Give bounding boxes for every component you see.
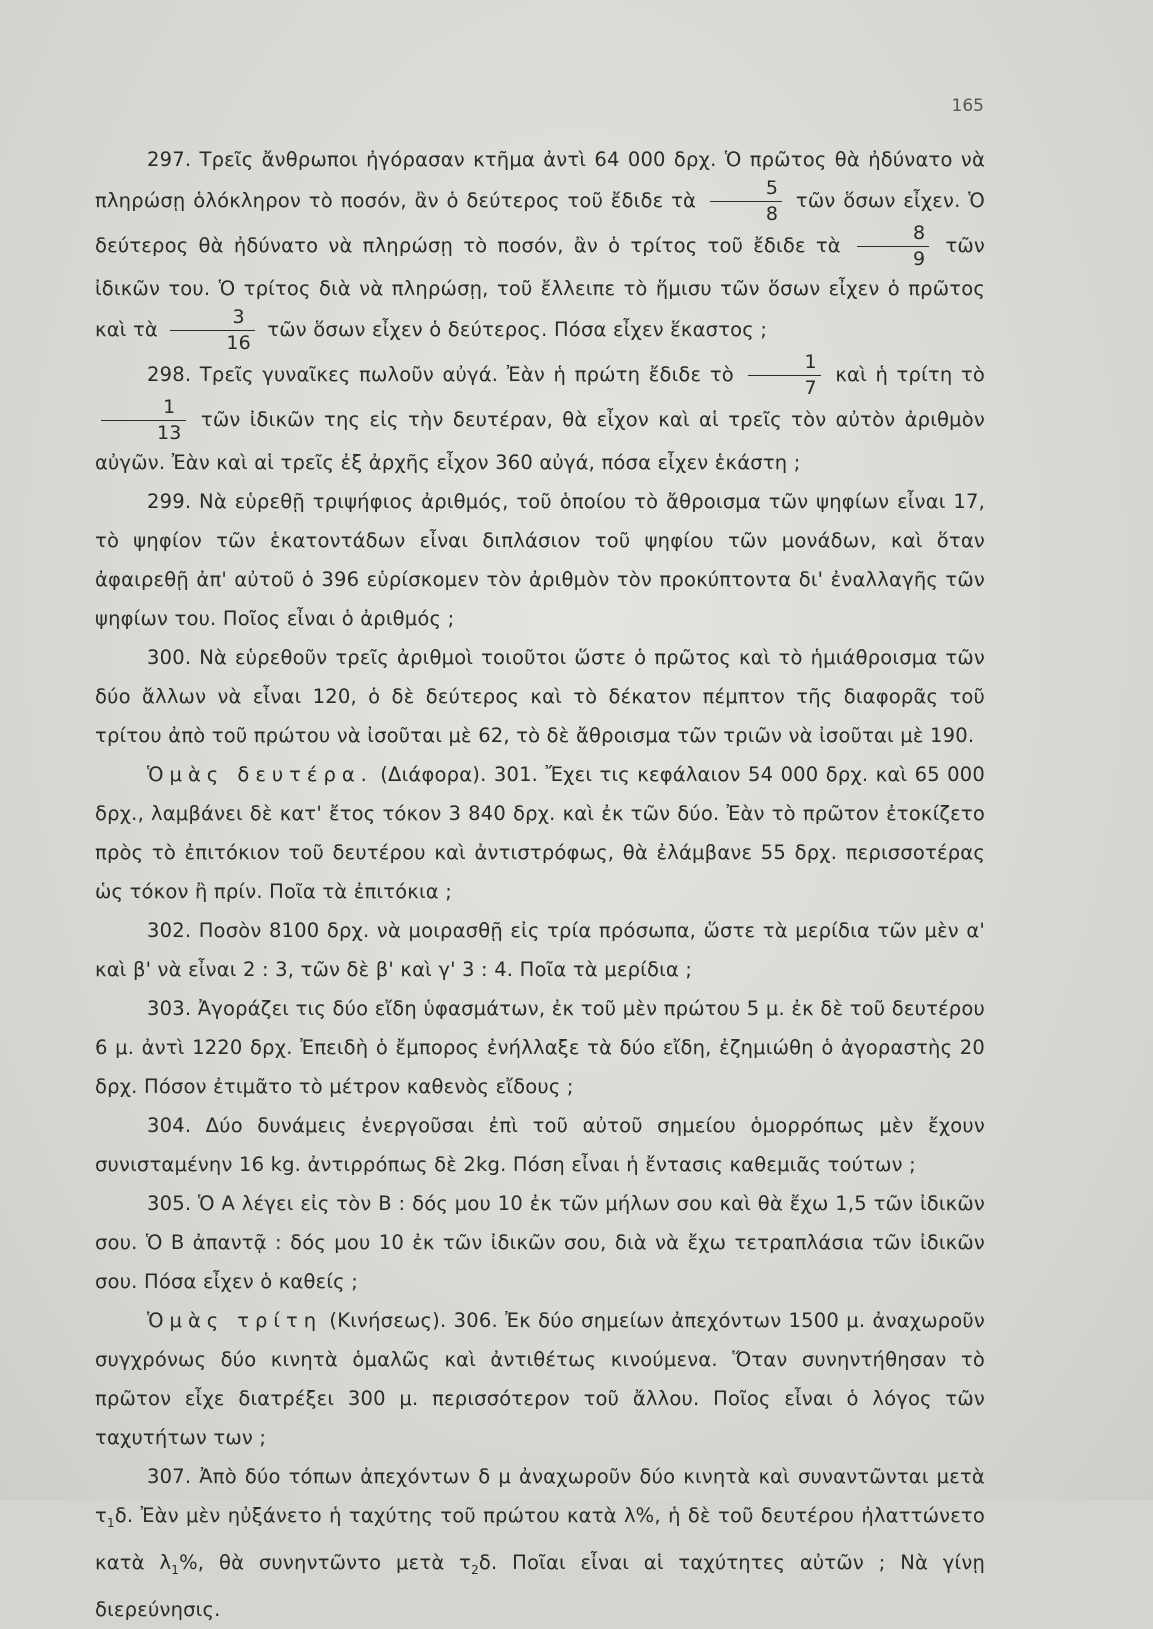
fraction-1-13: $\frac{1}{13}$ [101, 398, 186, 443]
problem-307: 307. Ἀπὸ δύο τόπων ἀπεχόντων δ μ ἀναχωροῦν δύο κινητὰ καὶ συναντῶνται μετὰ $\tau_1\delta$. Ἐὰν μὲν ηὐξάνετο ἡ ταχύτης τοῦ πρώτου κατὰ λ%, ἡ δὲ τοῦ δευτέρου ἠλαττώνετο κατὰ $\lambda_1\%$, θὰ συνηντῶντο μετὰ $\tau_2\delta$. Ποῖαι εἶναι αἱ ταχύτητες αὐτῶν ; Νὰ γίνῃ διερεύνησις. [95, 1465, 985, 1621]
group-3-subtitle: (Κινήσεως). [329, 1309, 447, 1332]
problem-306: 306. Ἐκ δύο σημείων ἀπεχόντων 1500 μ. ἀναχωροῦν συγχρόνως δύο κινητὰ ὁμαλῶς καὶ ἀντιθέτως κινούμενα. Ὅταν συνηντήθησαν τὸ πρῶτον εἶχε διατρέξει 300 μ. περισσότερον τοῦ ἄλλου. Ποῖος εἶναι ὁ λόγος τῶν ταχυτήτων των ; [95, 1309, 986, 1449]
fraction-5-8: $\frac{5}{8}$ [710, 179, 782, 224]
page-number: 165 [951, 96, 984, 116]
group-2-heading-and-problem-301 [95, 755, 985, 911]
group-2-subtitle: (Διάφορα). [380, 763, 487, 786]
problem-304: 304. Δύο δυνάμεις ἐνεργοῦσαι ἐπὶ τοῦ αὐτοῦ σημείου ὁμορρόπως μὲν ἔχουν συνισταμένην 16 kg. ἀντιρρόπως δὲ 2kg. Πόση εἶναι ἡ ἔντασις καθεμιᾶς τούτων ; [95, 1114, 985, 1176]
problem-300: 300. Νὰ εὑρεθοῦν τρεῖς ἀριθμοὶ τοιοῦτοι ὥστε ὁ πρῶτος καὶ τὸ ἡμιάθροισμα τῶν δύο ἄλλων νὰ εἶναι 120, ὁ δὲ δεύτερος καὶ τὸ δέκατον πέμπτον τῆς διαφορᾶς τοῦ τρίτου ἀπὸ τοῦ πρώτου νὰ ἰσοῦται μὲ 62, τὸ δὲ ἄθροισμα τῶν τριῶν νὰ ἰσοῦται μὲ 190. [95, 646, 985, 747]
fraction-3-16: $\frac{3}{16}$ [170, 308, 255, 353]
fraction-8-9: $\frac{8}{9}$ [857, 224, 929, 269]
problem-302: 302. Ποσὸν 8100 δρχ. νὰ μοιρασθῇ εἰς τρία πρόσωπα, ὥστε τὰ μερίδια τῶν μὲν α' καὶ β' νὰ εἶναι 2 : 3, τῶν δὲ β' καὶ γ' 3 : 4. Ποῖα τὰ μερίδια ; [95, 919, 985, 981]
group-3-heading-and-problem-306 [95, 1301, 985, 1457]
problem-299: 299. Νὰ εὑρεθῇ τριψήφιος ἀριθμός, τοῦ ὁποίου τὸ ἄθροισμα τῶν ψηφίων εἶναι 17, τὸ ψηφίον τῶν ἑκατοντάδων εἶναι διπλάσιον τοῦ ψηφίου τῶν μονάδων, καὶ ὅταν ἀφαιρεθῇ ἀπ' αὐτοῦ ὁ 396 εὑρίσκομεν τὸν ἀριθμὸν τὸν προκύπτοντα δι' ἐναλλαγῆς τῶν ψηφίων του. Ποῖος εἶναι ὁ ἀριθμός ; [95, 490, 985, 630]
problem-301: 301. Ἔχει τις κεφάλαιον 54 000 δρχ. καὶ 65 000 δρχ., λαμβάνει δὲ κατ' ἔτος τόκον 3 840 δρχ. καὶ ἐκ τῶν δύο. Ἐὰν τὸ πρῶτον ἐτοκίζετο πρὸς τὸ ἐπιτόκιον τοῦ δευτέρου καὶ ἀντιστρόφως, θὰ ἐλάμβανε 55 δρχ. περισσοτέρας ὡς τόκον ἢ πρίν. Ποῖα τὰ ἐπιτόκια ; [95, 763, 985, 903]
fraction-1-7: $\frac{1}{7}$ [748, 353, 820, 398]
problem-297: 297. Τρεῖς ἄνθρωποι ἠγόρασαν κτῆμα ἀντὶ 64 000 δρχ. Ὁ πρῶτος θὰ ἠδύνατο νὰ πληρώσῃ ὁλόκληρον τὸ ποσόν, ἂν ὁ δεύτερος τοῦ ἔδιδε τὰ $\frac{5}{8}$ τῶν ὅσων εἶχεν. Ὁ δεύτερος θὰ ἠδύνατο νὰ πληρώσῃ τὸ ποσόν, ἂν ὁ τρίτος τοῦ ἔδιδε τὰ $\frac{8}{9}$ τῶν ἰδικῶν του. Ὁ τρίτος διὰ νὰ πληρώσῃ, τοῦ ἔλλειπε τὸ ἥμισυ τῶν ὅσων εἶχεν ὁ πρῶτος καὶ τὰ $\frac{3}{16}$ τῶν ὅσων εἶχεν ὁ δεύτερος. Πόσα εἶχεν ἕκαστος ; [95, 148, 986, 354]
exercise-text [95, 140, 985, 1629]
group-3-title: Ὁμὰς τρίτη [147, 1309, 323, 1332]
group-2-title: Ὁμὰς δευτέρα. [147, 763, 373, 786]
problem-298: 298. Τρεῖς γυναῖκες πωλοῦν αὐγά. Ἐὰν ἡ πρώτη ἔδιδε τὸ $\frac{1}{7}$ καὶ ἡ τρίτη τὸ $\frac{1}{13}$ τῶν ἰδικῶν της εἰς τὴν δευτέραν, θὰ εἶχον καὶ αἱ τρεῖς τὸν αὐτὸν ἀριθμὸν αὐγῶν. Ἐὰν καὶ αἱ τρεῖς ἐξ ἀρχῆς εἶχον 360 αὐγά, πόσα εἶχεν ἑκάστη ; [95, 351, 986, 474]
problem-305: 305. Ὁ Α λέγει εἰς τὸν Β : δός μου 10 ἐκ τῶν μήλων σου καὶ θὰ ἔχω 1,5 τῶν ἰδικῶν σου. Ὁ Β ἀπαντᾷ : δός μου 10 ἐκ τῶν ἰδικῶν σου, διὰ νὰ ἔχω τετραπλάσια τῶν ἰδικῶν σου. Πόσα εἶχεν ὁ καθείς ; [95, 1192, 985, 1293]
problem-303: 303. Ἀγοράζει τις δύο εἴδη ὑφασμάτων, ἐκ τοῦ μὲν πρώτου 5 μ. ἐκ δὲ τοῦ δευτέρου 6 μ. ἀντὶ 1220 δρχ. Ἐπειδὴ ὁ ἔμπορος ἐνήλλαξε τὰ δύο εἴδη, ἐζημιώθη ὁ ἀγοραστὴς 20 δρχ. Πόσον ἐτιμᾶτο τὸ μέτρον καθενὸς εἴδους ; [95, 997, 985, 1098]
